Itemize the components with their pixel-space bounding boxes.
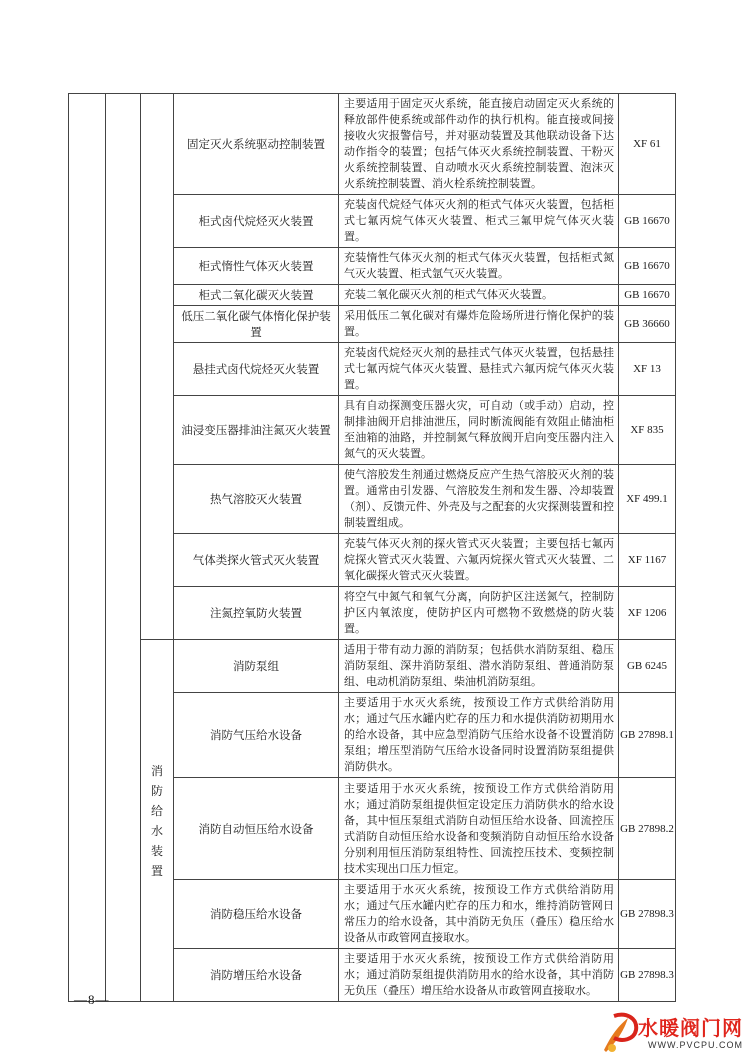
item-description: 主要适用于水灭火系统，按预设工作方式供给消防用水；通过气压水罐内贮存的压力和水，维持消防管网日常压力的给水设备，其中消防无负压（叠压）稳压给水设备从市政管网直接取水。: [339, 880, 619, 949]
pvcpu-logo-icon: [598, 1010, 642, 1056]
item-name: 柜式二氧化碳灭火装置: [174, 285, 339, 306]
item-standard: GB 27898.3: [619, 949, 676, 1002]
page-number: —8—: [74, 992, 110, 1007]
category-cell-water-supply: [141, 640, 174, 1002]
item-description: 采用低压二氧化碳对有爆炸危险场所进行惰化保护的装置。: [339, 306, 619, 343]
item-description: 适用于带有动力源的消防泵；包括供水消防泵组、稳压消防泵组、深井消防泵组、潜水消防泵组、普通消防泵组、电动机消防泵组、柴油机消防泵组。: [339, 640, 619, 693]
item-name: 消防泵组: [174, 640, 339, 693]
category-cell-level2: [106, 94, 141, 1002]
category-cell-level1: [69, 94, 106, 1002]
item-description: 充装卤代烷烃气体灭火剂的柜式气体灭火装置，包括柜式七氟丙烷气体灭火装置、柜式三氟甲烷气体灭火装置。: [339, 195, 619, 248]
item-name: 柜式惰性气体灭火装置: [174, 248, 339, 285]
item-description: 主要适用于水灭火系统，按预设工作方式供给消防用水；通过气压水罐内贮存的压力和水提供消防初期用水的给水设备，其中应急型消防气压给水设备不设置消防泵组；增压型消防气压给水设备同时设置消防泵组提供消防供水。: [339, 693, 619, 778]
item-standard: XF 61: [619, 94, 676, 195]
item-description: 充装二氧化碳灭火剂的柜式气体灭火装置。: [339, 285, 619, 306]
item-standard: XF 499.1: [619, 465, 676, 534]
item-description: 充装气体灭火剂的探火管式灭火装置；主要包括七氟丙烷探火管式灭火装置、六氟丙烷探火管式灭火装置、二氧化碳探火管式灭火装置。: [339, 534, 619, 587]
item-name: 注氮控氧防火装置: [174, 587, 339, 640]
item-name: 固定灭火系统驱动控制装置: [174, 94, 339, 195]
item-description: 使气溶胶发生剂通过燃烧反应产生热气溶胶灭火剂的装置。通常由引发器、气溶胶发生剂和发生器、冷却装置（剂）、反馈元件、外壳及与之配套的火灾探测装置和控制装置组成。: [339, 465, 619, 534]
item-standard: XF 1206: [619, 587, 676, 640]
item-standard: XF 835: [619, 396, 676, 465]
watermark-url: WWW.PVCPU.COM: [648, 1040, 743, 1050]
item-name: 柜式卤代烷烃灭火装置: [174, 195, 339, 248]
watermark-brand: 水暖阀门网: [638, 1016, 743, 1040]
item-name: 消防自动恒压给水设备: [174, 778, 339, 880]
item-description: 具有自动探测变压器火灾，可自动（或手动）启动，控制排油阀开启排油泄压，同时断流阀能有效阻止储油柜至油箱的油路，并控制氮气释放阀开启向变压器内注入氮气的灭火装置。: [339, 396, 619, 465]
table-row: [69, 94, 676, 195]
item-name: 热气溶胶灭火装置: [174, 465, 339, 534]
item-description: 主要适用于水灭火系统，按预设工作方式供给消防用水；通过消防泵组提供恒定设定压力消防供水的给水设备，其中恒压泵组式消防自动恒压给水设备、回流控压式消防自动恒压给水设备和变频消防自动恒压给水设备分别利用恒压消防泵组特性、回流控压技术、变频控制技术实现出口压力恒定。: [339, 778, 619, 880]
standards-table: [68, 93, 676, 1002]
table-row: [69, 640, 676, 693]
item-description: 将空气中氮气和氧气分离，向防护区注送氮气，控制防护区内氧浓度，使防护区内可燃物不致燃烧的防火装置。: [339, 587, 619, 640]
item-standard: GB 27898.1: [619, 693, 676, 778]
item-standard: XF 1167: [619, 534, 676, 587]
item-name: 悬挂式卤代烷烃灭火装置: [174, 343, 339, 396]
item-description: 主要适用于水灭火系统，按预设工作方式供给消防用水；通过消防泵组提供消防用水的给水设备，其中消防无负压（叠压）增压给水设备从市政管网直接取水。: [339, 949, 619, 1002]
item-standard: GB 16670: [619, 248, 676, 285]
item-standard: GB 27898.2: [619, 778, 676, 880]
item-standard: GB 36660: [619, 306, 676, 343]
item-description: 主要适用于固定灭火系统，能直接启动固定灭火系统的释放部件使系统或部件动作的执行机构。能直接或间接接收火灾报警信号，并对驱动装置及其他联动设备下达动作指令的装置；包括气体灭火系统控制装置、干粉灭火系统控制装置、自动喷水灭火系统控制装置、泡沫灭火系统控制装置、消火栓系统控制装置。: [339, 94, 619, 195]
item-name: 低压二氧化碳气体惰化保护装置: [174, 306, 339, 343]
item-description: 充装惰性气体灭火剂的柜式气体灭火装置，包括柜式氮气灭火装置、柜式氩气灭火装置。: [339, 248, 619, 285]
item-standard: GB 6245: [619, 640, 676, 693]
item-standard: GB 16670: [619, 285, 676, 306]
item-name: 消防气压给水设备: [174, 693, 339, 778]
item-standard: GB 16670: [619, 195, 676, 248]
watermark: [598, 1010, 746, 1056]
item-name: 消防稳压给水设备: [174, 880, 339, 949]
category-cell-extinguishing: [141, 94, 174, 640]
item-standard: XF 13: [619, 343, 676, 396]
item-name: 气体类探火管式灭火装置: [174, 534, 339, 587]
category-label: 消防给水装置: [150, 763, 163, 878]
item-standard: GB 27898.3: [619, 880, 676, 949]
item-name: 油浸变压器排油注氮灭火装置: [174, 396, 339, 465]
item-description: 充装卤代烷烃灭火剂的悬挂式气体灭火装置，包括悬挂式七氟丙烷气体灭火装置、悬挂式六氟丙烷气体灭火装置。: [339, 343, 619, 396]
item-name: 消防增压给水设备: [174, 949, 339, 1002]
